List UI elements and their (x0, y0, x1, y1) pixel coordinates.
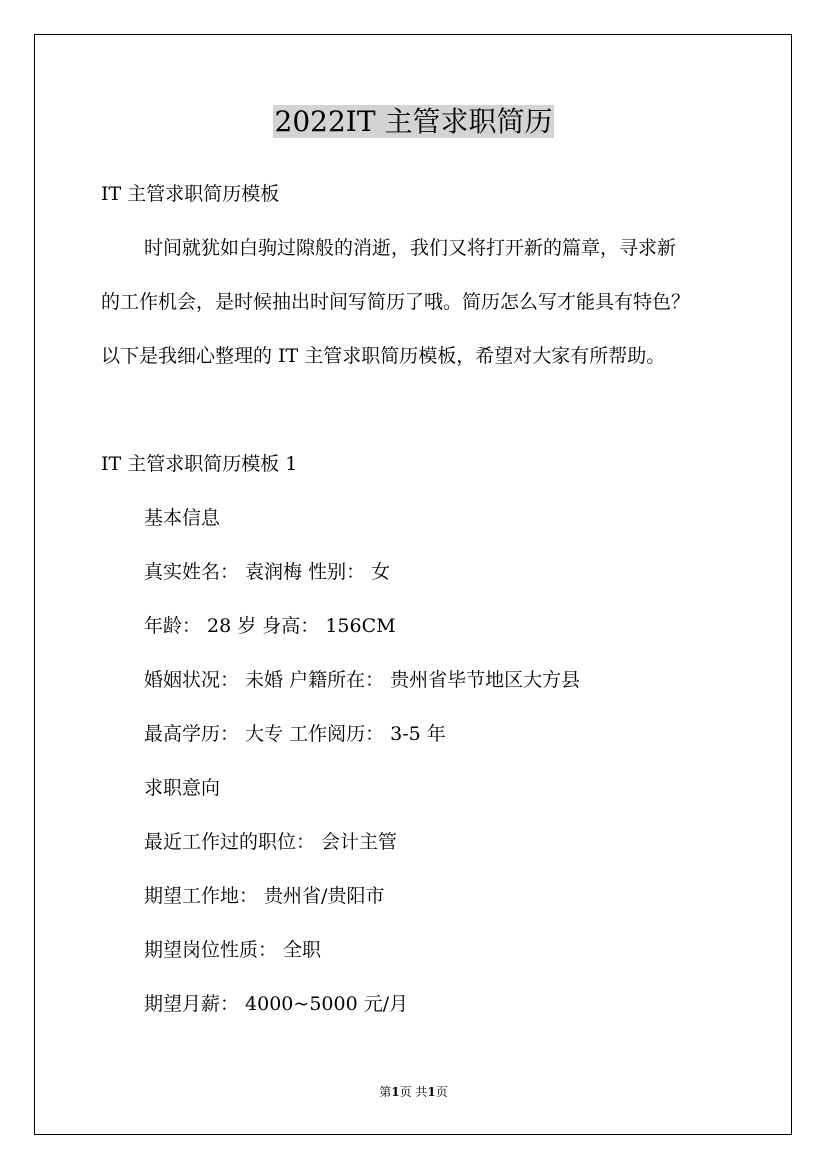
basic-info-age-height: 年龄： 28 岁 身高： 156CM (144, 615, 396, 637)
intent-salary: 期望月薪： 4000~5000 元/月 (144, 993, 409, 1015)
footer-page-number: 1 (391, 1085, 400, 1099)
basic-info-name-gender: 真实姓名： 袁润梅 性别： 女 (144, 561, 391, 583)
page-footer (0, 1084, 827, 1100)
intro-line-1: 时间就犹如白驹过隙般的消逝，我们又将打开新的篇章，寻求新 (144, 237, 677, 259)
document-title: 2022IT 主管求职简历 (274, 105, 553, 138)
footer-page-prefix: 第 (379, 1085, 392, 1099)
intent-heading: 求职意向 (144, 777, 221, 799)
intent-recent-position: 最近工作过的职位： 会计主管 (144, 831, 398, 853)
section-heading: IT 主管求职简历模板 1 (101, 453, 298, 475)
intent-job-type: 期望岗位性质： 全职 (144, 939, 322, 961)
footer-total-pages: 1 (427, 1085, 436, 1099)
basic-info-heading: 基本信息 (144, 507, 221, 529)
intro-line-2: 的工作机会，是时候抽出时间写简历了哦。简历怎么写才能具有特色？ (101, 291, 691, 313)
basic-info-marital-hometown: 婚姻状况： 未婚 户籍所在： 贵州省毕节地区大方县 (144, 669, 581, 691)
footer-total-suffix: 页 (435, 1085, 448, 1099)
intro-line-3: 以下是我细心整理的 IT 主管求职简历模板，希望对大家有所帮助。 (101, 345, 666, 367)
document-subtitle: IT 主管求职简历模板 (101, 183, 280, 205)
intent-location: 期望工作地： 贵州省/贵阳市 (144, 885, 385, 907)
basic-info-education-experience: 最高学历： 大专 工作阅历： 3-5 年 (144, 723, 446, 745)
footer-page-suffix: 页 共 (399, 1085, 428, 1099)
